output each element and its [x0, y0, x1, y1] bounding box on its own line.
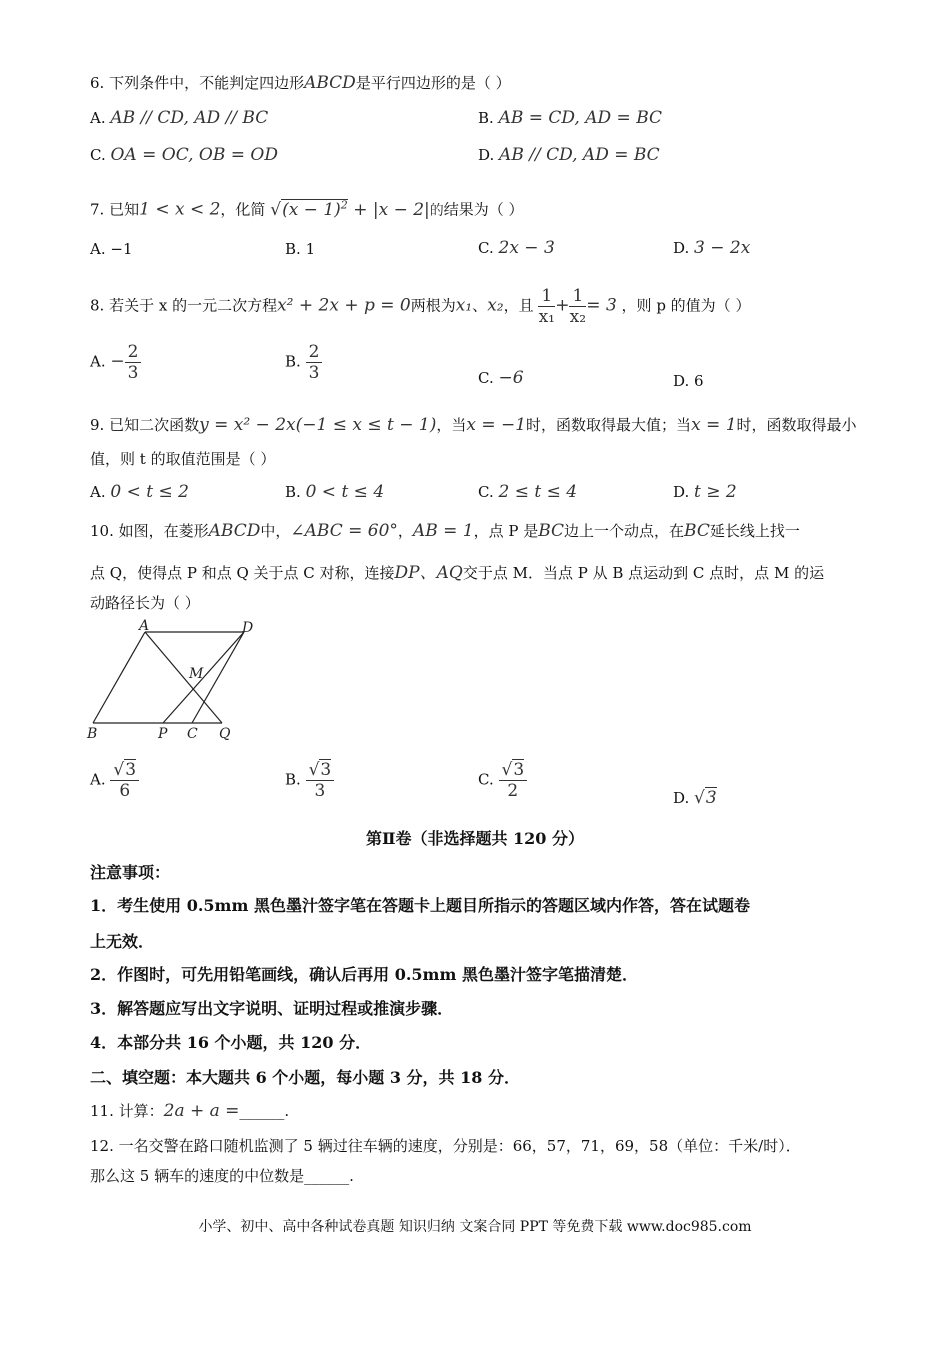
q11 [90, 1100, 289, 1121]
q7-option-b [285, 240, 315, 258]
q9-option-b-label: B. [285, 483, 301, 501]
q8-option-c-math: −6 [498, 368, 524, 388]
notes-title: 注意事项： [90, 863, 171, 882]
q10-option-a-label: A. [90, 770, 106, 789]
q10-text-h: 交于点 M．当点 P 从 B 点运动到 C 点时，点 M 的运 [462, 564, 825, 582]
q10-math-angle: ∠ABC = 60° [290, 521, 398, 541]
q6-option-b-label: B. [478, 109, 494, 127]
q10-text-f: 延长线上找一 [709, 522, 800, 540]
q8-stem-text-a: 8. 若关于 x 的一元二次方程 [90, 296, 278, 315]
q6-option-c-math: OA = OC, OB = OD [110, 145, 278, 165]
q8-stem-text-b: 两根为 [410, 296, 456, 315]
q7-option-a-math: −1 [110, 240, 133, 258]
q10-text-b: 中， [260, 522, 291, 540]
q8-option-d [673, 372, 704, 390]
q10-option-d-label: D. [673, 789, 690, 807]
q7-condition: 1 < x < 2 [139, 199, 221, 220]
q10-option-d-math: 3 [705, 788, 717, 808]
q7-option-c-label: C. [478, 239, 494, 257]
label-d: D [242, 620, 254, 636]
q10-math-dp-aq: DP、AQ [394, 563, 463, 583]
q8-frac2-denominator: x₂ [569, 307, 587, 327]
q6-option-a-math: AB // CD, AD // BC [110, 108, 269, 128]
q10-text-e: 边上一个动点，在 [564, 522, 685, 540]
q7-option-c [478, 238, 555, 258]
q9-stem-text-d: 时，函数取得最小 [736, 416, 857, 434]
q7-stem-text-b: ，化简 [220, 200, 266, 219]
q8-fraction-1-over-x2 [569, 286, 586, 327]
section-2-heading: 二、填空题：本大题共 6 个小题，每小题 3 分，共 18 分． [90, 1068, 520, 1087]
q11-blank: ______. [239, 1102, 290, 1120]
q8-frac2-numerator: 1 [569, 286, 586, 307]
q10-option-c-fraction: $\frac{√3}{2}$ [499, 760, 528, 801]
q11-expression: 2a + a = [163, 1101, 240, 1121]
footer-text: 小学、初中、高中各种试卷真题 知识归纳 文案合同 PPT 等免费下载 www.doc985.com [198, 1219, 752, 1235]
q9-option-d [673, 482, 737, 502]
label-q: Q [219, 726, 231, 742]
q8-option-d-math: 6 [694, 372, 704, 390]
q8-option-b-denominator: 3 [308, 363, 320, 383]
q8-option-b-fraction [306, 342, 323, 383]
q9-stem-text-a: 9. 已知二次函数 [90, 416, 200, 434]
part2-title: 第Ⅱ卷（非选择题共 120 分） [365, 829, 585, 848]
q10-option-b-denominator: 3 [314, 781, 326, 801]
q6-option-d [478, 145, 660, 165]
label-c: C [187, 726, 198, 742]
q7-option-d-label: D. [673, 239, 690, 257]
q8-option-c-label: C. [478, 369, 494, 387]
q10-option-c-denominator: 2 [507, 781, 519, 801]
q6-option-b-math: AB = CD, AD = BC [498, 108, 663, 128]
q8-plus: + [555, 295, 570, 316]
q8-option-d-label: D. [673, 372, 690, 390]
note-1-line-1: 1．考生使用 0.5mm 黑色墨汁签字笔在答题卡上题目所指示的答题区域内作答，答在试题卷 [90, 896, 750, 915]
q9-x-value-2: x = 1 [691, 415, 737, 435]
q10-option-c [478, 760, 527, 801]
q9-x-value-1: x = −1 [466, 415, 527, 435]
q8-root-x1: x₁ [455, 295, 473, 316]
q8-option-a-fraction [125, 342, 142, 383]
q8-stem [90, 286, 750, 327]
q8-option-b-numerator: 2 [306, 342, 323, 363]
q10-text-a: 10. 如图，在菱形 [90, 522, 209, 540]
q10-option-d: D. √3 [673, 788, 717, 808]
label-a: A [139, 618, 150, 634]
q8-stem-text-c: ，且 [503, 296, 534, 315]
q6-option-a-label: A. [90, 109, 106, 127]
q10-text-d: ，点 P 是 [473, 522, 539, 540]
q6-stem-text-a: 6. 下列条件中，不能判定四边形 [90, 74, 305, 92]
q7-option-c-math: 2x − 3 [498, 238, 555, 258]
note-2: 2．作图时，可先用铅笔画线，确认后再用 0.5mm 黑色墨汁签字笔描清楚． [90, 965, 638, 984]
q7-option-d [673, 238, 750, 258]
q8-option-a [90, 342, 141, 383]
q8-frac1-numerator: 1 [538, 286, 555, 307]
q9-option-c-label: C. [478, 483, 494, 501]
q9-option-d-label: D. [673, 483, 690, 501]
q6-option-c [90, 145, 278, 165]
q10-option-c-numerator: 3 [513, 760, 525, 780]
q10-option-c-label: C. [478, 770, 494, 789]
q8-option-b [285, 342, 322, 383]
q7-option-d-math: 3 − 2x [694, 238, 751, 258]
q9-option-c-math: 2 ≤ t ≤ 4 [498, 482, 578, 502]
q7-stem-text-a: 7. 已知 [90, 200, 140, 219]
q11-stem: 11. 计算： [90, 1102, 164, 1120]
q9-stem [90, 414, 857, 435]
segment-dp [163, 632, 244, 723]
q9-option-a [90, 482, 189, 502]
q6-option-a [90, 108, 268, 128]
q10-text-c: ， [397, 522, 413, 540]
q9-option-c [478, 482, 577, 502]
rhombus-figure [85, 618, 255, 743]
note-4: 4．本部分共 16 个小题，共 120 分． [90, 1033, 372, 1052]
q7-expression: $√(x - 1)^2 + |x - 2|$的 [270, 198, 444, 220]
q12-line-2: 那么这 5 辆车的速度的中位数是______. [90, 1167, 354, 1185]
q9-option-d-math: t ≥ 2 [694, 482, 737, 502]
q8-equals-three: = 3 [586, 295, 617, 316]
q10-option-b-fraction: $\frac{√3}{3}$ [306, 760, 335, 801]
segment-ab [93, 632, 145, 723]
note-3: 3．解答题应写出文字说明、证明过程或推演步骤． [90, 999, 454, 1018]
q7-option-a [90, 240, 133, 258]
q9-function: y = x² − 2x(−1 ≤ x ≤ t − 1) [199, 415, 437, 435]
q7-expr-abs: + |x − 2| [353, 199, 430, 220]
q12-line-1: 12. 一名交警在路口随机监测了 5 辆过往车辆的速度，分别是：66，57，71，69，58（单位：千米/时）． [90, 1137, 801, 1155]
q7-stem [90, 198, 524, 220]
q7-expr-root: (x − 1) [282, 199, 341, 220]
q9-option-b-math: 0 < t ≤ 4 [305, 482, 385, 502]
q8-option-a-numerator: 2 [125, 342, 142, 363]
q9-stem-text-c: 时，函数取得最大值；当 [526, 416, 692, 434]
q7-option-b-math: 1 [305, 240, 316, 258]
q6-stem-math: ABCD [304, 73, 356, 93]
q7-option-b-label: B. [285, 240, 301, 258]
q10-option-a-denominator: 6 [119, 781, 131, 801]
q9-stem-text-b: ，当 [436, 416, 467, 434]
q8-stem-text-d: ，则 p 的值为（ ） [621, 296, 751, 315]
q8-option-c [478, 368, 524, 388]
q7-option-a-label: A. [90, 240, 106, 258]
q7-stem-text-c: 结果为（ ） [443, 200, 524, 219]
q8-root-x2: x₂ [487, 295, 504, 316]
q6-option-c-label: C. [90, 146, 106, 164]
q10-option-a-numerator: 3 [125, 760, 137, 780]
q9-stem-line-2: 值，则 t 的取值范围是（ ） [90, 450, 276, 468]
q6-option-b [478, 108, 662, 128]
label-m: M [189, 666, 204, 682]
q8-equation: x² + 2x + p = 0 [277, 295, 411, 316]
q8-fraction-1-over-x1 [538, 286, 555, 327]
q10-option-b-numerator: 3 [320, 760, 332, 780]
q10-option-b-label: B. [285, 770, 301, 789]
segment-aq [145, 632, 222, 723]
q8-option-a-denominator: 3 [127, 363, 139, 383]
label-b: B [87, 726, 98, 742]
q10-math-bc-2: BC [684, 521, 710, 541]
q7-expr-de: 的 [429, 202, 444, 219]
q10-stem-line-1 [90, 520, 800, 541]
q10-option-b [285, 760, 334, 801]
q10-option-a [90, 760, 139, 801]
q6-option-d-math: AB // CD, AD = BC [499, 145, 660, 165]
q9-option-a-label: A. [90, 483, 106, 501]
note-1-line-2: 上无效． [90, 932, 155, 951]
q8-separator: 、 [472, 296, 488, 315]
q8-option-a-minus: − [110, 351, 125, 372]
q10-math-abcd: ABCD [208, 521, 261, 541]
q10-option-a-fraction: $\frac{√3}{6}$ [110, 760, 139, 801]
q10-stem-line-2 [90, 558, 824, 583]
q6-stem-text-b: 是平行四边形的是（ ） [355, 74, 511, 92]
label-p: P [158, 726, 168, 742]
q10-math-bc-1: BC [538, 521, 565, 541]
q10-text-g: 点 Q，使得点 P 和点 Q 关于点 C 对称，连接 [90, 564, 395, 582]
q8-option-a-label: A. [90, 352, 106, 371]
q9-option-a-math: 0 < t ≤ 2 [110, 482, 189, 502]
q7-expr-square: 2 [340, 198, 348, 211]
q6-stem [90, 72, 511, 93]
q10-math-ab: AB = 1 [412, 521, 474, 541]
q8-frac1-denominator: x₁ [538, 307, 555, 327]
q8-option-b-label: B. [285, 352, 301, 371]
q6-option-d-label: D. [478, 146, 495, 164]
q10-stem-line-3: 动路径长为（ ） [90, 594, 200, 612]
q9-option-b [285, 482, 384, 502]
